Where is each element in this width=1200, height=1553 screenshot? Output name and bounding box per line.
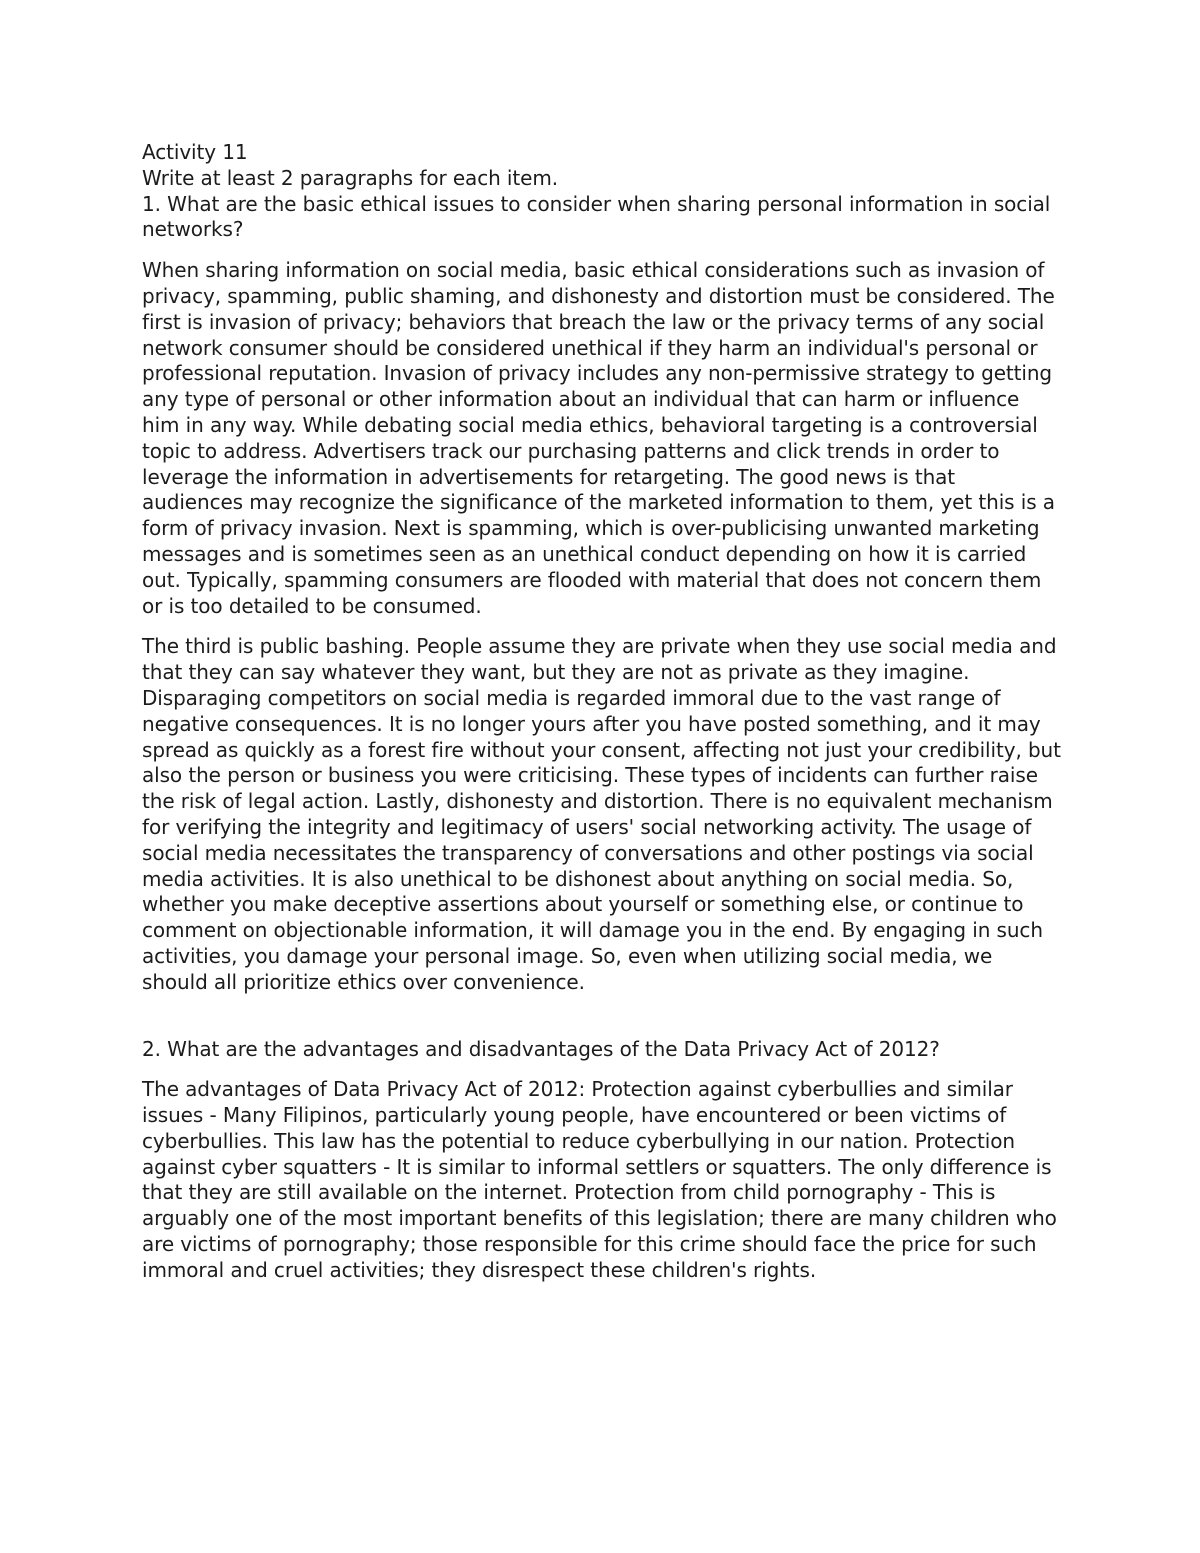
question-2-prompt: 2. What are the advantages and disadvantages of the Data Privacy Act of 2012?: [142, 1036, 940, 1061]
document-title: Activity 11: [142, 140, 248, 164]
question-2-answer-paragraph-1: The advantages of Data Privacy Act of 2012: Protection against cyberbullies and similar issues - Many Filipinos, particularly young people, have encountered or been victims of cyberbullies. This law has the potential to reduce cyberbullying in our nation. Protection against cyber squatters - It is similar to informal settlers or squatters. The only difference is that they are still available on the internet. Protection from child pornography - This is arguably one of the most important benefits of this legislation; there are many children who are victims of pornography; those responsible for this crime should face the price for such immoral and cruel activities; they disrespect these children's rights.: [142, 1077, 1057, 1282]
instruction-text: Write at least 2 paragraphs for each item.: [142, 165, 558, 190]
question-1-prompt: 1. What are the basic ethical issues to consider when sharing personal information in social networks?: [142, 191, 1051, 242]
question-1-answer-paragraph-1: When sharing information on social media, basic ethical considerations such as invasion of privacy, spamming, public shaming, and dishonesty and distortion must be considered. The first is invasion of privacy; behaviors that breach the law or the privacy terms of any social network consumer should be considered unethical if they harm an individual's personal or professional reputation. Invasion of privacy includes any non-permissive strategy to getting any type of personal or other information about an individual that can harm or influence him in any way. While debating social media ethics, behavioral targeting is a controversial topic to address. Advertisers track our purchasing patterns and click trends in order to leverage the information in advertisements for retargeting. The good news is that audiences may recognize the significance of the marketed information to them, yet this is a form of privacy invasion. Next is spamming, which is over-publicising unwanted marketing messages and is sometimes seen as an unethical conduct depending on how it is carried out. Typically, spamming consumers are flooded with material that does not concern them or is too detailed to be consumed.: [142, 258, 1055, 618]
document-page: [142, 140, 1062, 1284]
question-1-answer-paragraph-2: The third is public bashing. People assume they are private when they use social media and that they can say whatever they want, but they are not as private as they imagine. Disparaging competitors on social media is regarded immoral due to the vast range of negative consequences. It is no longer yours after you have posted something, and it may spread as quickly as a forest fire without your consent, affecting not just your credibility, but also the person or business you were criticising. These types of incidents can further raise the risk of legal action. Lastly, dishonesty and distortion. There is no equivalent mechanism for verifying the integrity and legitimacy of users' social networking activity. The usage of social media necessitates the transparency of conversations and other postings via social media activities. It is also unethical to be dishonest about anything on social media. So, whether you make deceptive assertions about yourself or something else, or continue to comment on objectionable information, it will damage you in the end. By engaging in such activities, you damage your personal image. So, even when utilizing social media, we should all prioritize ethics over convenience.: [142, 634, 1061, 994]
